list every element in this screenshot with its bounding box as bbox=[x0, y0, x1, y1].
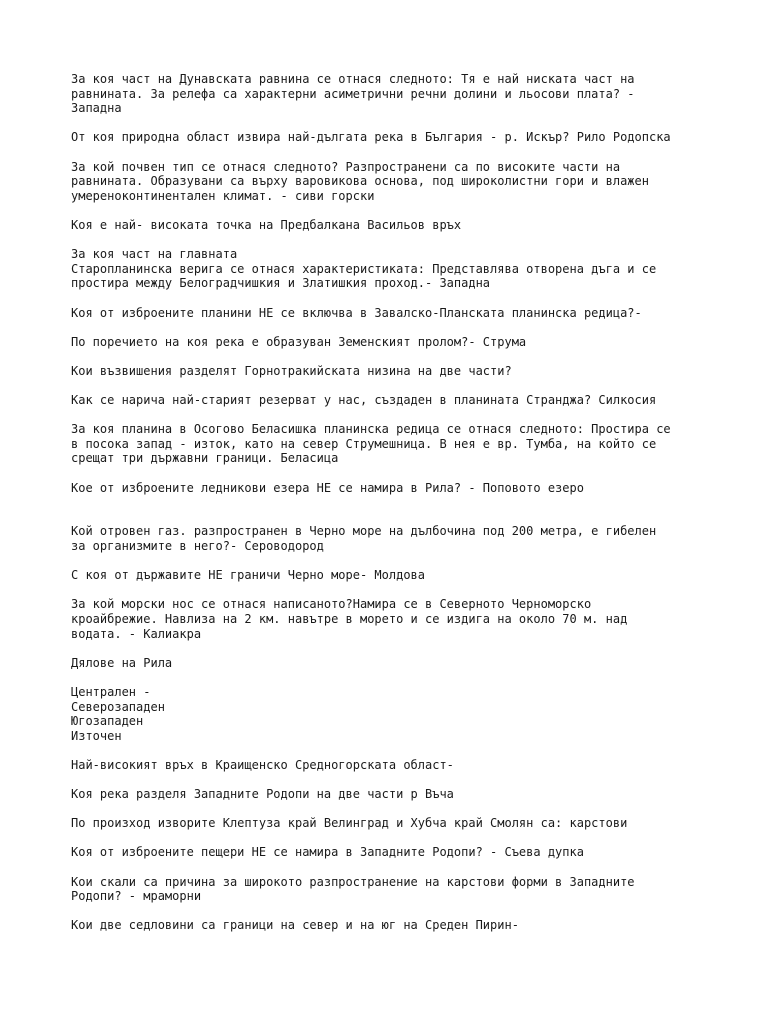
text-line: От коя природна област извира най-дългата река в България - р. Искър? Рило Родопска bbox=[71, 130, 671, 145]
text-line: в посока запад - изток, като на север Струмешница. В нея е вр. Тумба, на който се bbox=[71, 436, 657, 451]
text-line: Кои възвишения разделят Горнотракийската низина на две части? bbox=[71, 363, 512, 378]
text-line: За коя част на Дунавската равнина се отнася следното: Тя е най ниската част на bbox=[71, 72, 635, 86]
text-paragraph bbox=[71, 72, 711, 116]
text-paragraph bbox=[71, 685, 711, 743]
text-paragraph bbox=[71, 218, 711, 233]
text-paragraph bbox=[71, 845, 711, 860]
document-page bbox=[71, 72, 711, 948]
text-line: Кои скали са причина за широкото разпространение на карстови форми в Западните bbox=[71, 874, 635, 889]
text-line: Западна bbox=[71, 101, 122, 116]
text-line: водата. - Калиакра bbox=[71, 626, 202, 641]
text-line: Кои две седловини са граници на север и на юг на Среден Пирин- bbox=[71, 918, 519, 933]
text-paragraph bbox=[71, 918, 711, 933]
text-line: Централен - bbox=[71, 684, 151, 699]
text-line: Старопланинска верига се отнася характеристиката: Представлява отворена дъга и се bbox=[71, 261, 657, 276]
text-paragraph bbox=[71, 130, 711, 145]
text-line: За коя част на главната bbox=[71, 247, 238, 262]
text-line: Югозападен bbox=[71, 714, 144, 729]
text-paragraph bbox=[71, 568, 711, 583]
text-line: По произход изворите Клептуза край Велинград и Хубча край Смолян са: карстови bbox=[71, 816, 628, 831]
text-line: Кое от изброените ледникови езера НЕ се намира в Рила? - Поповото езеро bbox=[71, 480, 584, 495]
text-line: Коя от изброените пещери НЕ се намира в Западните Родопи? - Съева дупка bbox=[71, 845, 584, 860]
text-line: срещат три държавни граници. Беласица bbox=[71, 451, 339, 466]
text-line: кроайбрежие. Навлиза на 2 км. навътре в морето и се издига на около 70 м. над bbox=[71, 611, 628, 626]
text-paragraph bbox=[71, 160, 711, 204]
text-line: Северозападен bbox=[71, 699, 165, 714]
text-line: Родопи? - мраморни bbox=[71, 889, 202, 904]
text-line: равнината. Образувани са върху варовикова основа, под широколистни гори и влажен bbox=[71, 174, 649, 189]
text-line: За коя планина в Осогово Беласишка планинска редица се отнася следното: Простира се bbox=[71, 422, 671, 437]
text-line: За кой морски нос се отнася написаното?Намира се в Северното Черноморско bbox=[71, 597, 592, 612]
text-line: Дялове на Рила bbox=[71, 655, 173, 670]
text-paragraph bbox=[71, 247, 711, 291]
text-paragraph bbox=[71, 306, 711, 321]
text-paragraph bbox=[71, 758, 711, 773]
text-line: Коя река разделя Западните Родопи на две части р Въча bbox=[71, 787, 454, 802]
text-line: Кой отровен газ. разпространен в Черно море на дълбочина под 200 метра, е гибелен bbox=[71, 524, 657, 539]
text-paragraph bbox=[71, 524, 711, 553]
text-paragraph bbox=[71, 422, 711, 466]
text-line: Коя от изброените планини НЕ се включва в Завалско-Планската планинска редица?- bbox=[71, 305, 642, 320]
text-paragraph bbox=[71, 481, 711, 496]
text-paragraph bbox=[71, 875, 711, 904]
text-line: Как се нарича най-старият резерват у нас, създаден в планината Странджа? Силкосия bbox=[71, 393, 657, 408]
text-line: По поречието на коя река е образуван Земенският пролом?- Струма bbox=[71, 334, 527, 349]
text-paragraph bbox=[71, 597, 711, 641]
text-paragraph bbox=[71, 656, 711, 671]
text-paragraph bbox=[71, 787, 711, 802]
text-paragraph bbox=[71, 335, 711, 350]
text-line: Източен bbox=[71, 728, 122, 743]
text-paragraph bbox=[71, 816, 711, 831]
text-line: С коя от държавите НЕ граничи Черно море- Молдова bbox=[71, 568, 426, 583]
paragraph-spacer bbox=[71, 510, 711, 525]
text-paragraph bbox=[71, 364, 711, 379]
text-line: За кой почвен тип се отнася следното? Разпространени са по високите части на bbox=[71, 159, 621, 174]
text-line: простира между Белоградчишкия и Златишкия проход.- Западна bbox=[71, 276, 491, 291]
text-line: умереноконтинентален климат. - сиви горски bbox=[71, 188, 375, 203]
text-line: Коя е най- високата точка на Предбалкана Васильов връх bbox=[71, 217, 462, 232]
text-line: за организмите в него?- Сероводород bbox=[71, 539, 324, 553]
text-line: Най-високият връх в Краищенско Средногорската област- bbox=[71, 757, 454, 772]
text-paragraph bbox=[71, 393, 711, 408]
text-line: равнината. За релефа са характерни асиметрични речни долини и льосови плата? - bbox=[71, 86, 635, 101]
